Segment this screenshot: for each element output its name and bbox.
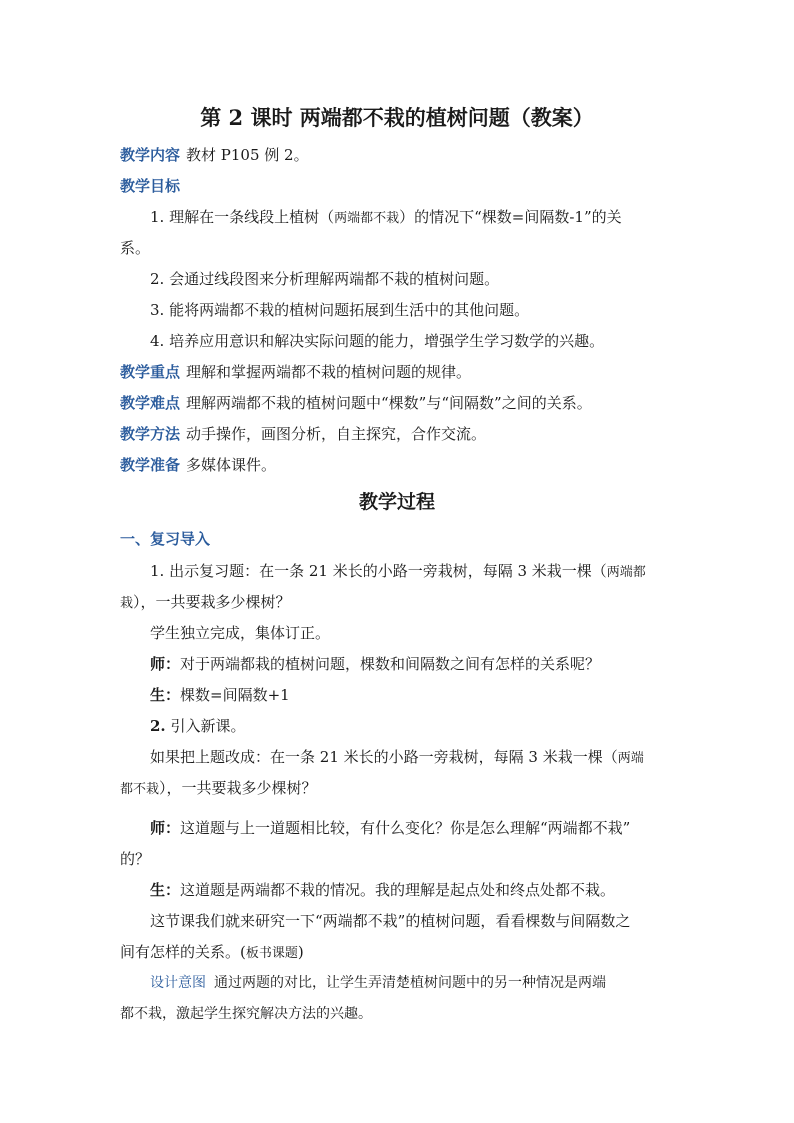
review-q-note-b: 栽 [120,596,134,611]
new-q-line-1 [150,747,680,769]
content-row [120,145,680,165]
student-speaker-2: 生： [150,881,181,899]
goals-label: 教学目标 [120,177,181,195]
step-text: 引入新课。 [165,717,246,735]
goal-3: 3. 能将两端都不栽的植树问题拓展到生活中的其他问题。 [150,301,530,319]
method-label: 教学方法 [120,425,181,443]
new-q-line-2 [120,778,680,800]
new-q-text-a: 如果把上题改成：在一条 21 米长的小路一旁栽树，每隔 3 米栽一棵（ [150,748,618,766]
content-text: 教材 P105 例 2。 [186,146,309,164]
step-number: 2. [150,717,166,735]
lesson-intro-close: ) [297,943,304,961]
prep-row [120,455,680,475]
goal-1-text-a: 1. 理解在一条线段上植树（ [150,208,335,226]
lesson-intro-line-2 [120,942,680,964]
student-speaker: 生： [150,686,181,704]
process-title: 教学过程 [358,491,435,513]
teacher-question-2-line-2: 的？ [120,850,151,868]
student-work: 学生独立完成，集体订正。 [150,624,331,642]
content-label: 教学内容 [120,146,181,164]
new-q-text-b: ），一共要栽多少棵树？ [159,779,317,797]
lesson-intro-text: 间有怎样的关系。( [120,943,246,961]
review-q-text-a: 1. 出示复习题：在一条 21 米长的小路一旁栽树，每隔 3 米栽一棵（ [150,562,607,580]
page-title: 第 2 课时 两端都不栽的植树问题（教案） [200,105,594,130]
student-text-2: 这道题是两端都不栽的情况。我的理解是起点处和终点处都不栽。 [180,881,616,899]
teacher-speaker: 师： [150,655,181,673]
goal-4: 4. 培养应用意识和解决实际问题的能力，增强学生学习数学的兴趣。 [150,332,605,350]
section-1-heading [120,529,680,549]
student-answer-1 [150,685,680,705]
teacher-text-2: 这道题与上一道题相比较，有什么变化？你是怎么理解“两端都不栽” [180,819,631,837]
method-row [120,424,680,444]
goal-1-line-1 [150,207,680,229]
section-1-label: 一、复习导入 [120,530,211,548]
key-text: 理解和掌握两端都不栽的植树问题的规律。 [186,363,472,381]
difficulty-label: 教学难点 [120,394,181,412]
lesson-intro-line-1: 这节课我们就来研究一下“两端都不栽”的植树问题，看看棵数与间隔数之 [150,912,631,930]
teacher-question-1 [150,654,680,674]
prep-text: 多媒体课件。 [186,456,277,474]
difficulty-row [120,393,680,413]
new-lesson-intro [150,716,680,736]
review-q-line-2 [120,592,680,614]
review-q-line-1 [150,561,680,583]
design-intent-line-1 [150,973,680,993]
goal-1-note: 两端都不栽 [334,211,400,226]
method-text: 动手操作，画图分析，自主探究，合作交流。 [186,425,487,443]
student-answer-2 [150,880,680,900]
new-q-note-b: 都不栽 [120,782,160,797]
design-intent-text-a: 通过两题的对比，让学生弄清楚植树问题中的另一种情况是两端 [214,975,606,991]
teacher-speaker-2: 师： [150,819,181,837]
design-intent-line-2: 都不栽，激起学生探究解决方法的兴趣。 [120,1006,372,1022]
new-q-note-a: 两端 [617,751,644,766]
teacher-question-2-line-1 [150,818,680,838]
key-row [120,362,680,382]
goals-heading [120,176,680,196]
design-intent-label: 设计意图 [150,975,206,991]
review-q-text-b: ），一共要栽多少棵树？ [133,593,291,611]
difficulty-text: 理解两端都不栽的植树问题中“棵数”与“间隔数”之间的关系。 [186,394,592,412]
goal-1-line-2: 系。 [120,239,151,257]
key-label: 教学重点 [120,363,181,381]
teacher-text: 对于两端都栽的植树问题，棵数和间隔数之间有怎样的关系呢？ [180,655,601,673]
board-title-note: 板书课题 [245,946,298,961]
student-text: 棵数=间隔数+1 [180,686,290,704]
goal-1-text-b: ）的情况下“棵数=间隔数-1”的关 [399,208,622,226]
goal-2: 2. 会通过线段图来分析理解两端都不栽的植树问题。 [150,270,500,288]
prep-label: 教学准备 [120,456,181,474]
review-q-note-a: 两端都 [606,565,646,580]
